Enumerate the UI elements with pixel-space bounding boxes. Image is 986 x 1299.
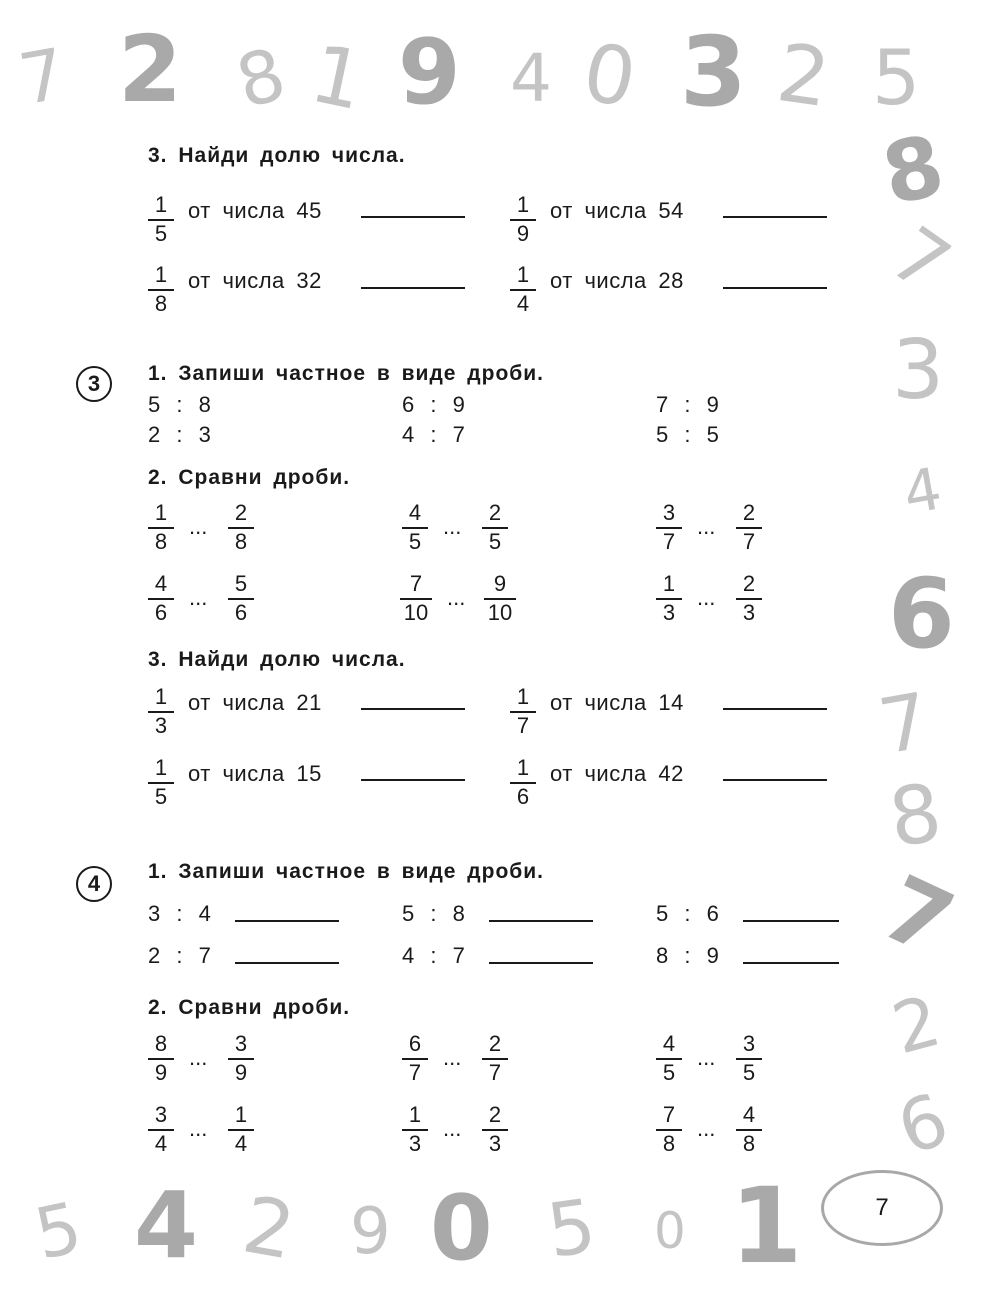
decor-digit: 8 — [883, 765, 948, 866]
compare-placeholder[interactable]: ... — [697, 1116, 716, 1141]
fraction-numerator: 2 — [742, 571, 756, 596]
fraction — [510, 262, 536, 317]
quotient: 6 : 9 — [402, 392, 466, 417]
section-heading: 3. Найди долю числа. — [148, 144, 406, 167]
fraction — [228, 571, 254, 626]
decor-digit: 5 — [872, 33, 921, 122]
fraction-denominator: 7 — [742, 529, 756, 554]
fraction-denominator: 8 — [154, 291, 168, 316]
answer-blank[interactable] — [743, 962, 839, 964]
decor-digit: 5 — [542, 1183, 601, 1275]
fraction-denominator: 5 — [408, 529, 422, 554]
decor-digit: 4 — [510, 40, 552, 117]
fraction-numerator: 1 — [154, 500, 168, 525]
answer-blank[interactable] — [235, 920, 339, 922]
decor-digit: 0 — [430, 1176, 493, 1281]
compare-placeholder[interactable]: ... — [697, 585, 716, 610]
decor-digit: 5 — [27, 1186, 89, 1276]
fraction — [656, 1031, 682, 1086]
fraction-numerator: 2 — [488, 500, 502, 525]
section-heading: 1. Запиши частное в виде дроби. — [148, 860, 544, 883]
compare-placeholder[interactable]: ... — [443, 514, 462, 539]
exercise-text: от числа 14 — [550, 690, 684, 715]
fraction — [402, 1102, 428, 1157]
fraction-numerator: 6 — [408, 1031, 422, 1056]
fraction-denominator: 4 — [234, 1131, 248, 1156]
fraction — [736, 500, 762, 555]
fraction-numerator: 9 — [493, 571, 507, 596]
decor-digit: 3 — [680, 16, 747, 128]
fraction — [736, 1031, 762, 1086]
fraction-denominator: 6 — [234, 600, 248, 625]
quotient: 5 : 8 — [402, 901, 466, 926]
answer-blank[interactable] — [489, 962, 593, 964]
section-heading: 2. Сравни дроби. — [148, 996, 351, 1019]
fraction — [228, 1102, 254, 1157]
fraction-denominator: 8 — [742, 1131, 756, 1156]
decor-digit: 7 — [13, 32, 72, 122]
fraction-denominator: 7 — [408, 1060, 422, 1085]
section-heading: 2. Сравни дроби. — [148, 466, 351, 489]
fraction-numerator: 1 — [154, 192, 168, 217]
fraction-numerator: 1 — [516, 262, 530, 287]
fraction — [148, 262, 174, 317]
section-number-badge: 4 — [76, 866, 112, 902]
decor-digit: 3 — [892, 323, 945, 418]
fraction-denominator: 3 — [488, 1131, 502, 1156]
compare-placeholder[interactable]: ... — [189, 1045, 208, 1070]
exercise-text: от числа 54 — [550, 198, 684, 223]
section-heading: 3. Найди долю числа. — [148, 648, 406, 671]
fraction — [656, 571, 682, 626]
exercise-text: от числа 21 — [188, 690, 322, 715]
exercise-text: от числа 28 — [550, 268, 684, 293]
fraction — [148, 755, 174, 810]
fraction — [736, 571, 762, 626]
fraction-numerator: 3 — [234, 1031, 248, 1056]
decor-digit: 2 — [118, 16, 183, 123]
exercise-text: от числа 15 — [188, 761, 322, 786]
fraction-numerator: 1 — [154, 684, 168, 709]
fraction-denominator: 7 — [516, 713, 530, 738]
fraction-numerator: 2 — [742, 500, 756, 525]
quotient: 4 : 7 — [402, 943, 466, 968]
fraction-denominator: 8 — [154, 529, 168, 554]
compare-placeholder[interactable]: ... — [447, 585, 466, 610]
fraction — [482, 500, 508, 555]
decor-digit: 6 — [887, 1076, 959, 1172]
fraction-denominator: 7 — [488, 1060, 502, 1085]
fraction-denominator: 5 — [742, 1060, 756, 1085]
fraction-denominator: 5 — [488, 529, 502, 554]
fraction-denominator: 5 — [154, 784, 168, 809]
fraction-numerator: 1 — [234, 1102, 248, 1127]
fraction-numerator: 1 — [154, 262, 168, 287]
decor-digit: 0 — [654, 1202, 686, 1260]
quotient: 5 : 5 — [656, 422, 720, 447]
fraction — [656, 500, 682, 555]
fraction — [400, 571, 432, 626]
fraction-denominator: 10 — [487, 600, 513, 625]
fraction-numerator: 4 — [662, 1031, 676, 1056]
fraction — [148, 192, 174, 247]
quotient: 4 : 7 — [402, 422, 466, 447]
compare-placeholder[interactable]: ... — [189, 585, 208, 610]
compare-placeholder[interactable]: ... — [189, 1116, 208, 1141]
answer-blank[interactable] — [361, 779, 465, 781]
fraction — [148, 684, 174, 739]
fraction-denominator: 3 — [662, 600, 676, 625]
fraction-numerator: 5 — [234, 571, 248, 596]
fraction-denominator: 4 — [516, 291, 530, 316]
exercise-text: от числа 42 — [550, 761, 684, 786]
decor-digit: 9 — [398, 20, 461, 125]
fraction-numerator: 3 — [154, 1102, 168, 1127]
fraction — [736, 1102, 762, 1157]
fraction — [402, 1031, 428, 1086]
fraction-denominator: 9 — [154, 1060, 168, 1085]
fraction-numerator: 8 — [154, 1031, 168, 1056]
fraction — [510, 684, 536, 739]
fraction-numerator: 1 — [662, 571, 676, 596]
decor-digit: 8 — [227, 31, 294, 125]
quotient: 3 : 4 — [148, 901, 212, 926]
fraction-numerator: 7 — [409, 571, 423, 596]
compare-placeholder[interactable]: ... — [189, 514, 208, 539]
answer-blank[interactable] — [361, 708, 465, 710]
fraction-numerator: 4 — [154, 571, 168, 596]
fraction-numerator: 7 — [662, 1102, 676, 1127]
quotient: 7 : 9 — [656, 392, 720, 417]
answer-blank[interactable] — [489, 920, 593, 922]
fraction-denominator: 6 — [516, 784, 530, 809]
quotient: 8 : 9 — [656, 943, 720, 968]
fraction — [148, 500, 174, 555]
fraction-numerator: 4 — [408, 500, 422, 525]
compare-placeholder[interactable]: ... — [697, 514, 716, 539]
fraction-denominator: 4 — [154, 1131, 168, 1156]
section-number-badge: 3 — [76, 366, 112, 402]
fraction-denominator: 7 — [662, 529, 676, 554]
fraction-denominator: 9 — [234, 1060, 248, 1085]
decor-digit: 2 — [771, 25, 836, 126]
decor-digit: 7 — [872, 675, 936, 772]
fraction — [402, 500, 428, 555]
decor-digit: 2 — [236, 1180, 302, 1278]
answer-blank[interactable] — [235, 962, 339, 964]
fraction-numerator: 1 — [516, 192, 530, 217]
quotient: 5 : 8 — [148, 392, 212, 417]
fraction-denominator: 3 — [408, 1131, 422, 1156]
fraction — [656, 1102, 682, 1157]
exercise-text: от числа 45 — [188, 198, 322, 223]
decor-digit: 4 — [898, 454, 947, 528]
section-heading: 1. Запиши частное в виде дроби. — [148, 362, 544, 385]
fraction — [148, 1031, 174, 1086]
decor-digit: 1 — [302, 26, 373, 129]
fraction — [228, 1031, 254, 1086]
fraction-numerator: 1 — [516, 684, 530, 709]
fraction-denominator: 3 — [742, 600, 756, 625]
fraction-denominator: 8 — [234, 529, 248, 554]
fraction-numerator: 3 — [742, 1031, 756, 1056]
quotient: 2 : 3 — [148, 422, 212, 447]
fraction-numerator: 2 — [234, 500, 248, 525]
page-number: 7 — [821, 1170, 943, 1246]
answer-blank[interactable] — [723, 708, 827, 710]
compare-placeholder[interactable]: ... — [697, 1045, 716, 1070]
decor-digit: 2 — [884, 979, 949, 1071]
fraction-denominator: 9 — [516, 221, 530, 246]
fraction — [228, 500, 254, 555]
fraction-denominator: 5 — [154, 221, 168, 246]
answer-blank[interactable] — [361, 287, 465, 289]
fraction-numerator: 1 — [154, 755, 168, 780]
fraction-denominator: 10 — [403, 600, 429, 625]
fraction-denominator: 3 — [154, 713, 168, 738]
fraction — [510, 755, 536, 810]
fraction-numerator: 2 — [488, 1102, 502, 1127]
fraction-numerator: 1 — [408, 1102, 422, 1127]
decor-digit: 0 — [576, 25, 643, 126]
fraction — [482, 1031, 508, 1086]
fraction — [510, 192, 536, 247]
compare-placeholder[interactable]: ... — [443, 1116, 462, 1141]
fraction-numerator: 1 — [516, 755, 530, 780]
answer-blank[interactable] — [723, 287, 827, 289]
fraction-numerator: 2 — [488, 1031, 502, 1056]
decor-digit: 9 — [350, 1195, 391, 1269]
decor-digit: 1 — [730, 1165, 803, 1287]
answer-blank[interactable] — [361, 216, 465, 218]
fraction-denominator: 8 — [662, 1131, 676, 1156]
answer-blank[interactable] — [743, 920, 839, 922]
decor-digit: 7 — [866, 855, 969, 978]
fraction — [482, 1102, 508, 1157]
exercise-text: от числа 32 — [188, 268, 322, 293]
decor-digit: 7 — [875, 209, 966, 310]
fraction-numerator: 3 — [662, 500, 676, 525]
answer-blank[interactable] — [723, 216, 827, 218]
fraction-denominator: 5 — [662, 1060, 676, 1085]
compare-placeholder[interactable]: ... — [443, 1045, 462, 1070]
decor-digit: 6 — [888, 558, 955, 670]
fraction-denominator: 6 — [154, 600, 168, 625]
answer-blank[interactable] — [723, 779, 827, 781]
fraction — [148, 571, 174, 626]
quotient: 2 : 7 — [148, 943, 212, 968]
fraction — [484, 571, 516, 626]
decor-digit: 8 — [874, 115, 953, 225]
decor-digit: 4 — [134, 1172, 199, 1279]
fraction — [148, 1102, 174, 1157]
quotient: 5 : 6 — [656, 901, 720, 926]
fraction-numerator: 4 — [742, 1102, 756, 1127]
